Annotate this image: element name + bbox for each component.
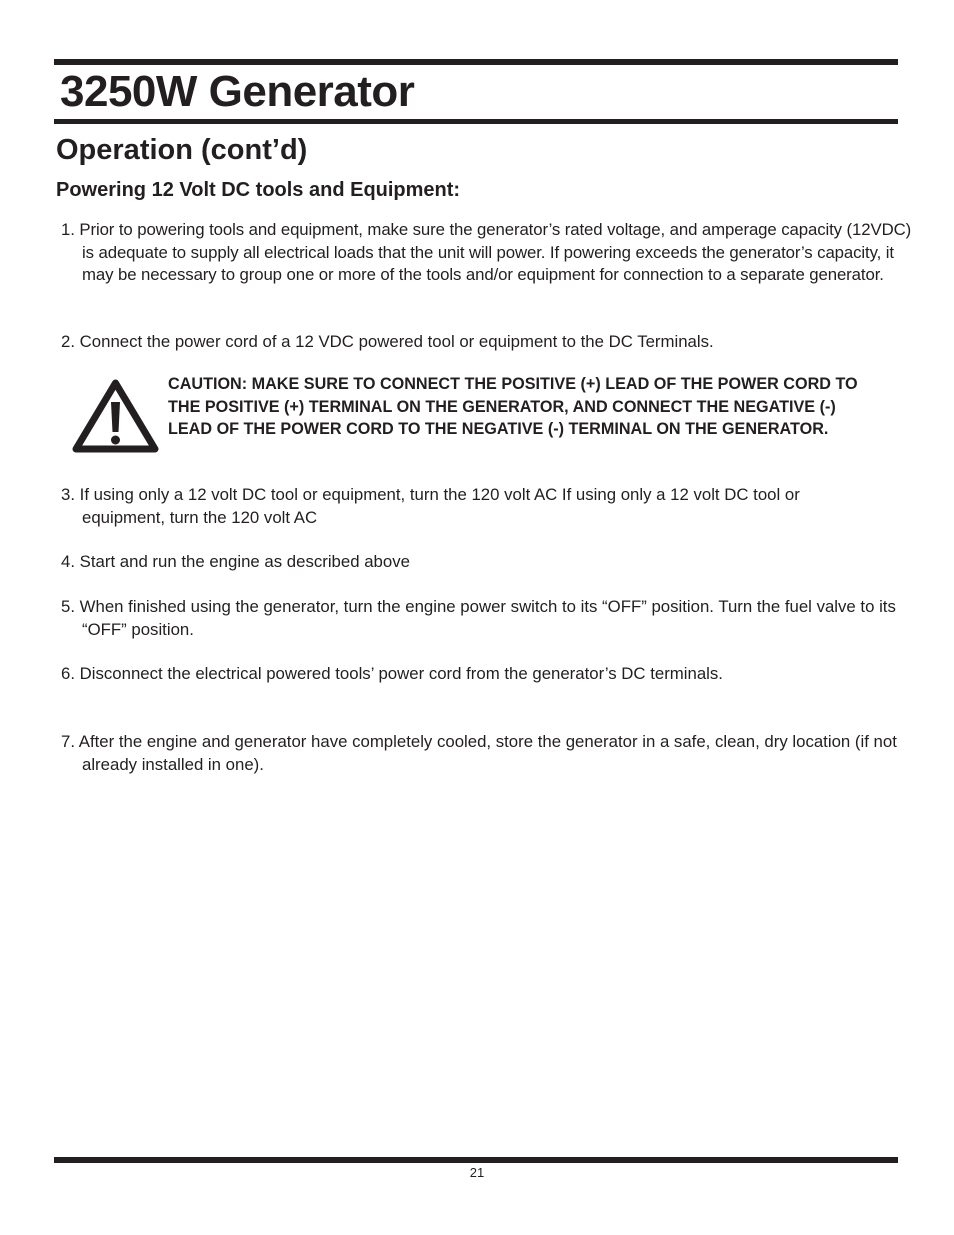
step-number: 1.	[61, 220, 75, 239]
section-title: Operation (cont’d)	[56, 134, 308, 166]
step-3	[61, 484, 872, 529]
page-title: 3250W Generator	[60, 67, 415, 116]
step-1	[61, 219, 927, 287]
step-text: If using only a 12 volt DC tool or equipment, turn the 120 volt AC If using only a 12 volt DC tool or equipment, turn the 120 volt AC	[79, 485, 800, 527]
step-number: 3.	[61, 485, 75, 504]
step-text: Connect the power cord of a 12 VDC powered tool or equipment to the DC Terminals.	[79, 332, 714, 351]
step-text: Disconnect the electrical powered tools’ power cord from the generator’s DC terminals.	[79, 664, 723, 683]
step-7	[61, 731, 927, 776]
step-number: 7.	[61, 732, 75, 751]
warning-triangle-icon	[72, 378, 159, 454]
header-rule-top	[54, 59, 898, 65]
step-2	[61, 331, 927, 354]
page-number: 21	[469, 1165, 485, 1180]
step-number: 4.	[61, 552, 75, 571]
step-4	[61, 551, 927, 574]
step-text: When finished using the generator, turn the engine power switch to its “OFF” position. Turn the fuel valve to its “OFF” position.	[79, 597, 896, 639]
header-rule-bottom	[54, 119, 898, 124]
step-6	[61, 663, 927, 686]
step-text: Prior to powering tools and equipment, make sure the generator’s rated voltage, and amperage capacity (12VDC) is adequate to supply all electrical loads that the unit will power. If powering exceeds the generator’s capacity, it may be necessary to group one or more of the tools and/or equipment for connection to a separate generator.	[79, 220, 912, 284]
step-number: 5.	[61, 597, 75, 616]
step-number: 2.	[61, 332, 75, 351]
caution-text: CAUTION: MAKE SURE TO CONNECT THE POSITIVE (+) LEAD OF THE POWER CORD TO THE POSITIVE (+) TERMINAL ON THE GENERATOR, AND CONNECT THE NEGATIVE (-) LEAD OF THE POWER CORD TO THE NEGATIVE (-) TERMINAL ON THE GENERATOR.	[168, 375, 858, 438]
step-number: 6.	[61, 664, 75, 683]
step-5	[61, 596, 902, 641]
step-text: Start and run the engine as described above	[79, 552, 410, 571]
subsection-title: Powering 12 Volt DC tools and Equipment:	[56, 179, 461, 201]
step-text: After the engine and generator have completely cooled, store the generator in a safe, clean, dry location (if not already installed in one).	[78, 732, 897, 774]
footer-rule	[54, 1157, 898, 1163]
